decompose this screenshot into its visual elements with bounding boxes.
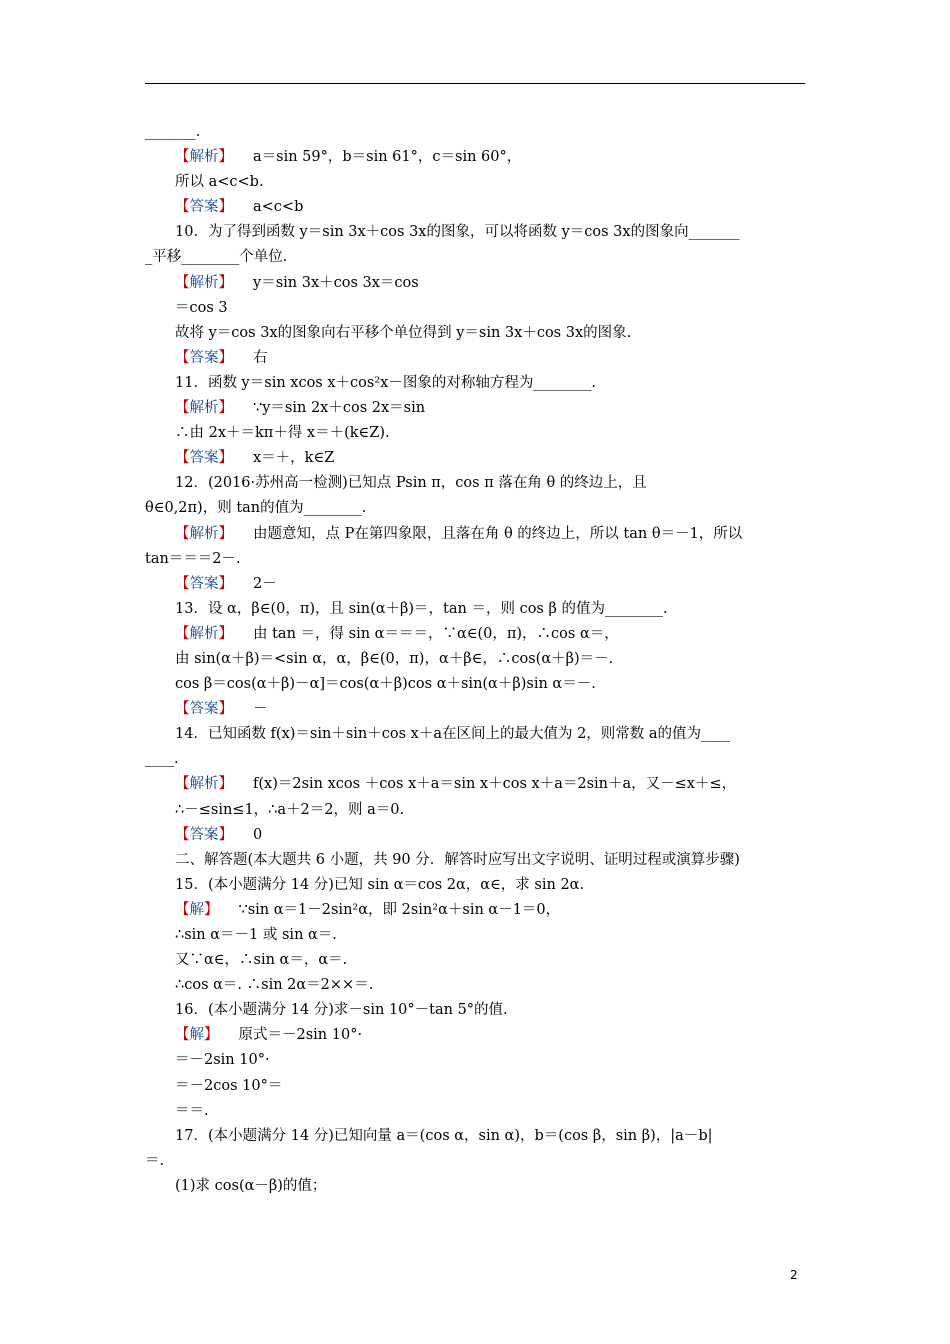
text-line [145, 522, 807, 547]
text-line [145, 471, 807, 496]
line-text: cos β＝cos(α＋β)－α]＝cos(α＋β)cos α＋sin(α＋β)sin α＝－. [175, 676, 596, 693]
text-line [145, 973, 807, 998]
jiexi-label: 【解析】 [175, 149, 233, 166]
text-line [145, 1023, 807, 1048]
text-line [145, 873, 807, 898]
line-text: 原式＝－2sin 10°· [238, 1027, 363, 1044]
text-line [145, 245, 807, 270]
text-line [145, 647, 807, 672]
daan-label: 【答案】 [175, 575, 233, 592]
jiexi-label: 【解析】 [175, 525, 233, 542]
text-line [145, 772, 807, 797]
line-text: θ∈0,2π)，则 tan的值为________. [145, 500, 367, 517]
line-text: ∴sin α＝－1 或 sin α＝. [175, 927, 337, 943]
line-text: f(x)＝2sin xcos ＋cos x＋a＝sin x＋cos x＋a＝2sin＋a，又－≤x＋≤， [253, 776, 737, 793]
jiexi-label: 【解析】 [175, 400, 233, 417]
text-line [145, 622, 807, 647]
line-text: _平移________个单位. [145, 249, 288, 266]
line-text: _______. [145, 124, 201, 140]
text-line [145, 823, 807, 848]
text-line [145, 998, 807, 1023]
jiexi-label: 【解析】 [175, 274, 233, 291]
line-text: a<c<b [253, 199, 304, 216]
daan-label: 【答案】 [175, 199, 233, 216]
line-text: ＝－2sin 10°· [175, 1052, 270, 1069]
line-text: ＝. [145, 1152, 165, 1169]
line-text: － [253, 701, 268, 718]
jiexi-label: 【解析】 [175, 776, 233, 793]
text-line [145, 220, 807, 245]
text-line [145, 145, 807, 170]
line-text: 2－ [253, 575, 277, 592]
line-text: ∴cos α＝. ∴sin 2α＝2××＝. [175, 977, 374, 994]
text-line [145, 848, 807, 873]
daan-label: 【答案】 [175, 450, 233, 467]
text-line [145, 371, 807, 396]
line-text: 所以 a<c<b. [175, 174, 264, 191]
line-text: ∴由 2x＋＝kπ＋得 x＝＋(k∈Z). [175, 425, 390, 442]
line-text: ＝－2cos 10°＝ [175, 1077, 283, 1094]
jie-label: 【解】 [175, 1027, 219, 1044]
document-body [145, 120, 807, 1199]
text-line [145, 396, 807, 421]
text-line [145, 547, 807, 572]
line-text: 11．函数 y＝sin xcos x＋cos²x－图象的对称轴方程为________. [175, 374, 596, 391]
text-line [145, 170, 807, 195]
line-text: a＝sin 59°，b＝sin 61°，c＝sin 60°， [253, 149, 522, 166]
text-line [145, 798, 807, 823]
text-line [145, 923, 807, 948]
line-text: ＝cos 3 [175, 299, 228, 316]
line-text: 二、解答题(本大题共 6 小题，共 90 分．解答时应写出文字说明、证明过程或演算步骤) [175, 851, 740, 868]
line-text: 17．(本小题满分 14 分)已知向量 a＝(cos α，sin α)，b＝(cos β，sin β)，|a－b| [175, 1127, 713, 1144]
line-text: y＝sin 3x＋cos 3x＝cos [253, 274, 419, 291]
text-line [145, 1074, 807, 1099]
line-text: 又∵α∈，∴sin α＝，α＝. [175, 952, 348, 969]
line-text: 故将 y＝cos 3x的图象向右平移个单位得到 y＝sin 3x＋cos 3x的图象. [175, 324, 632, 341]
text-line [145, 296, 807, 321]
line-text: 13．设 α，β∈(0，π)，且 sin(α＋β)＝，tan ＝，则 cos β 的值为________. [175, 600, 668, 617]
line-text: (1)求 cos(α－β)的值； [175, 1177, 327, 1194]
text-line [145, 948, 807, 973]
text-line [145, 747, 807, 772]
text-line [145, 1149, 807, 1174]
text-line [145, 421, 807, 446]
text-line [145, 722, 807, 747]
text-line [145, 672, 807, 697]
line-text: 由 tan ＝，得 sin α＝＝＝，∵α∈(0，π)，∴cos α＝， [253, 625, 619, 642]
line-text: 由 sin(α＋β)＝<sin α，α，β∈(0，π)，α＋β∈，∴cos(α＋β)＝－. [175, 650, 614, 667]
header-rule [145, 83, 805, 84]
text-line [145, 572, 807, 597]
text-line [145, 321, 807, 346]
jiexi-label: 【解析】 [175, 625, 233, 642]
text-line [145, 271, 807, 296]
page-number: 2 [790, 1268, 798, 1282]
text-line [145, 1048, 807, 1073]
daan-label: 【答案】 [175, 701, 233, 718]
line-text: 12．(2016·苏州高一检测)已知点 Psin π，cos π 落在角 θ 的终边上，且 [175, 475, 647, 492]
line-text: tan＝＝＝2－. [145, 550, 241, 567]
line-text: ∵sin α＝1－2sin²α，即 2sin²α＋sin α－1＝0， [238, 901, 561, 918]
text-line [145, 1174, 807, 1199]
line-text: 16．(本小题满分 14 分)求－sin 10°－tan 5°的值. [175, 1002, 508, 1019]
daan-label: 【答案】 [175, 349, 233, 366]
text-line [145, 195, 807, 220]
line-text: 14．已知函数 f(x)＝sin＋sin＋cos x＋a在区间上的最大值为 2，则常数 a的值为____ [175, 726, 731, 743]
daan-label: 【答案】 [175, 826, 233, 843]
text-line [145, 697, 807, 722]
text-line [145, 898, 807, 923]
text-line [145, 446, 807, 471]
text-line [145, 346, 807, 371]
line-text: 10．为了得到函数 y＝sin 3x＋cos 3x的图象，可以将函数 y＝cos 3x的图象向_______ [175, 224, 740, 241]
line-text: ∵y＝sin 2x＋cos 2x＝sin [253, 400, 426, 417]
text-line [145, 120, 807, 145]
line-text: ____. [145, 751, 179, 768]
text-line [145, 1099, 807, 1124]
line-text: 右 [253, 349, 268, 366]
line-text: 15．(本小题满分 14 分)已知 sin α＝cos 2α，α∈，求 sin 2α. [175, 876, 585, 893]
text-line [145, 1124, 807, 1149]
jie-label: 【解】 [175, 901, 219, 918]
text-line [145, 597, 807, 622]
text-line [145, 496, 807, 521]
line-text: ∴－≤sin≤1，∴a＋2＝2，则 a＝0. [175, 801, 405, 818]
line-text: x＝＋，k∈Z [253, 450, 335, 467]
line-text: 由题意知，点 P在第四象限，且落在角 θ 的终边上，所以 tan θ＝－1，所以 [253, 525, 743, 542]
line-text: ＝＝. [175, 1102, 209, 1119]
line-text: 0 [253, 826, 263, 843]
